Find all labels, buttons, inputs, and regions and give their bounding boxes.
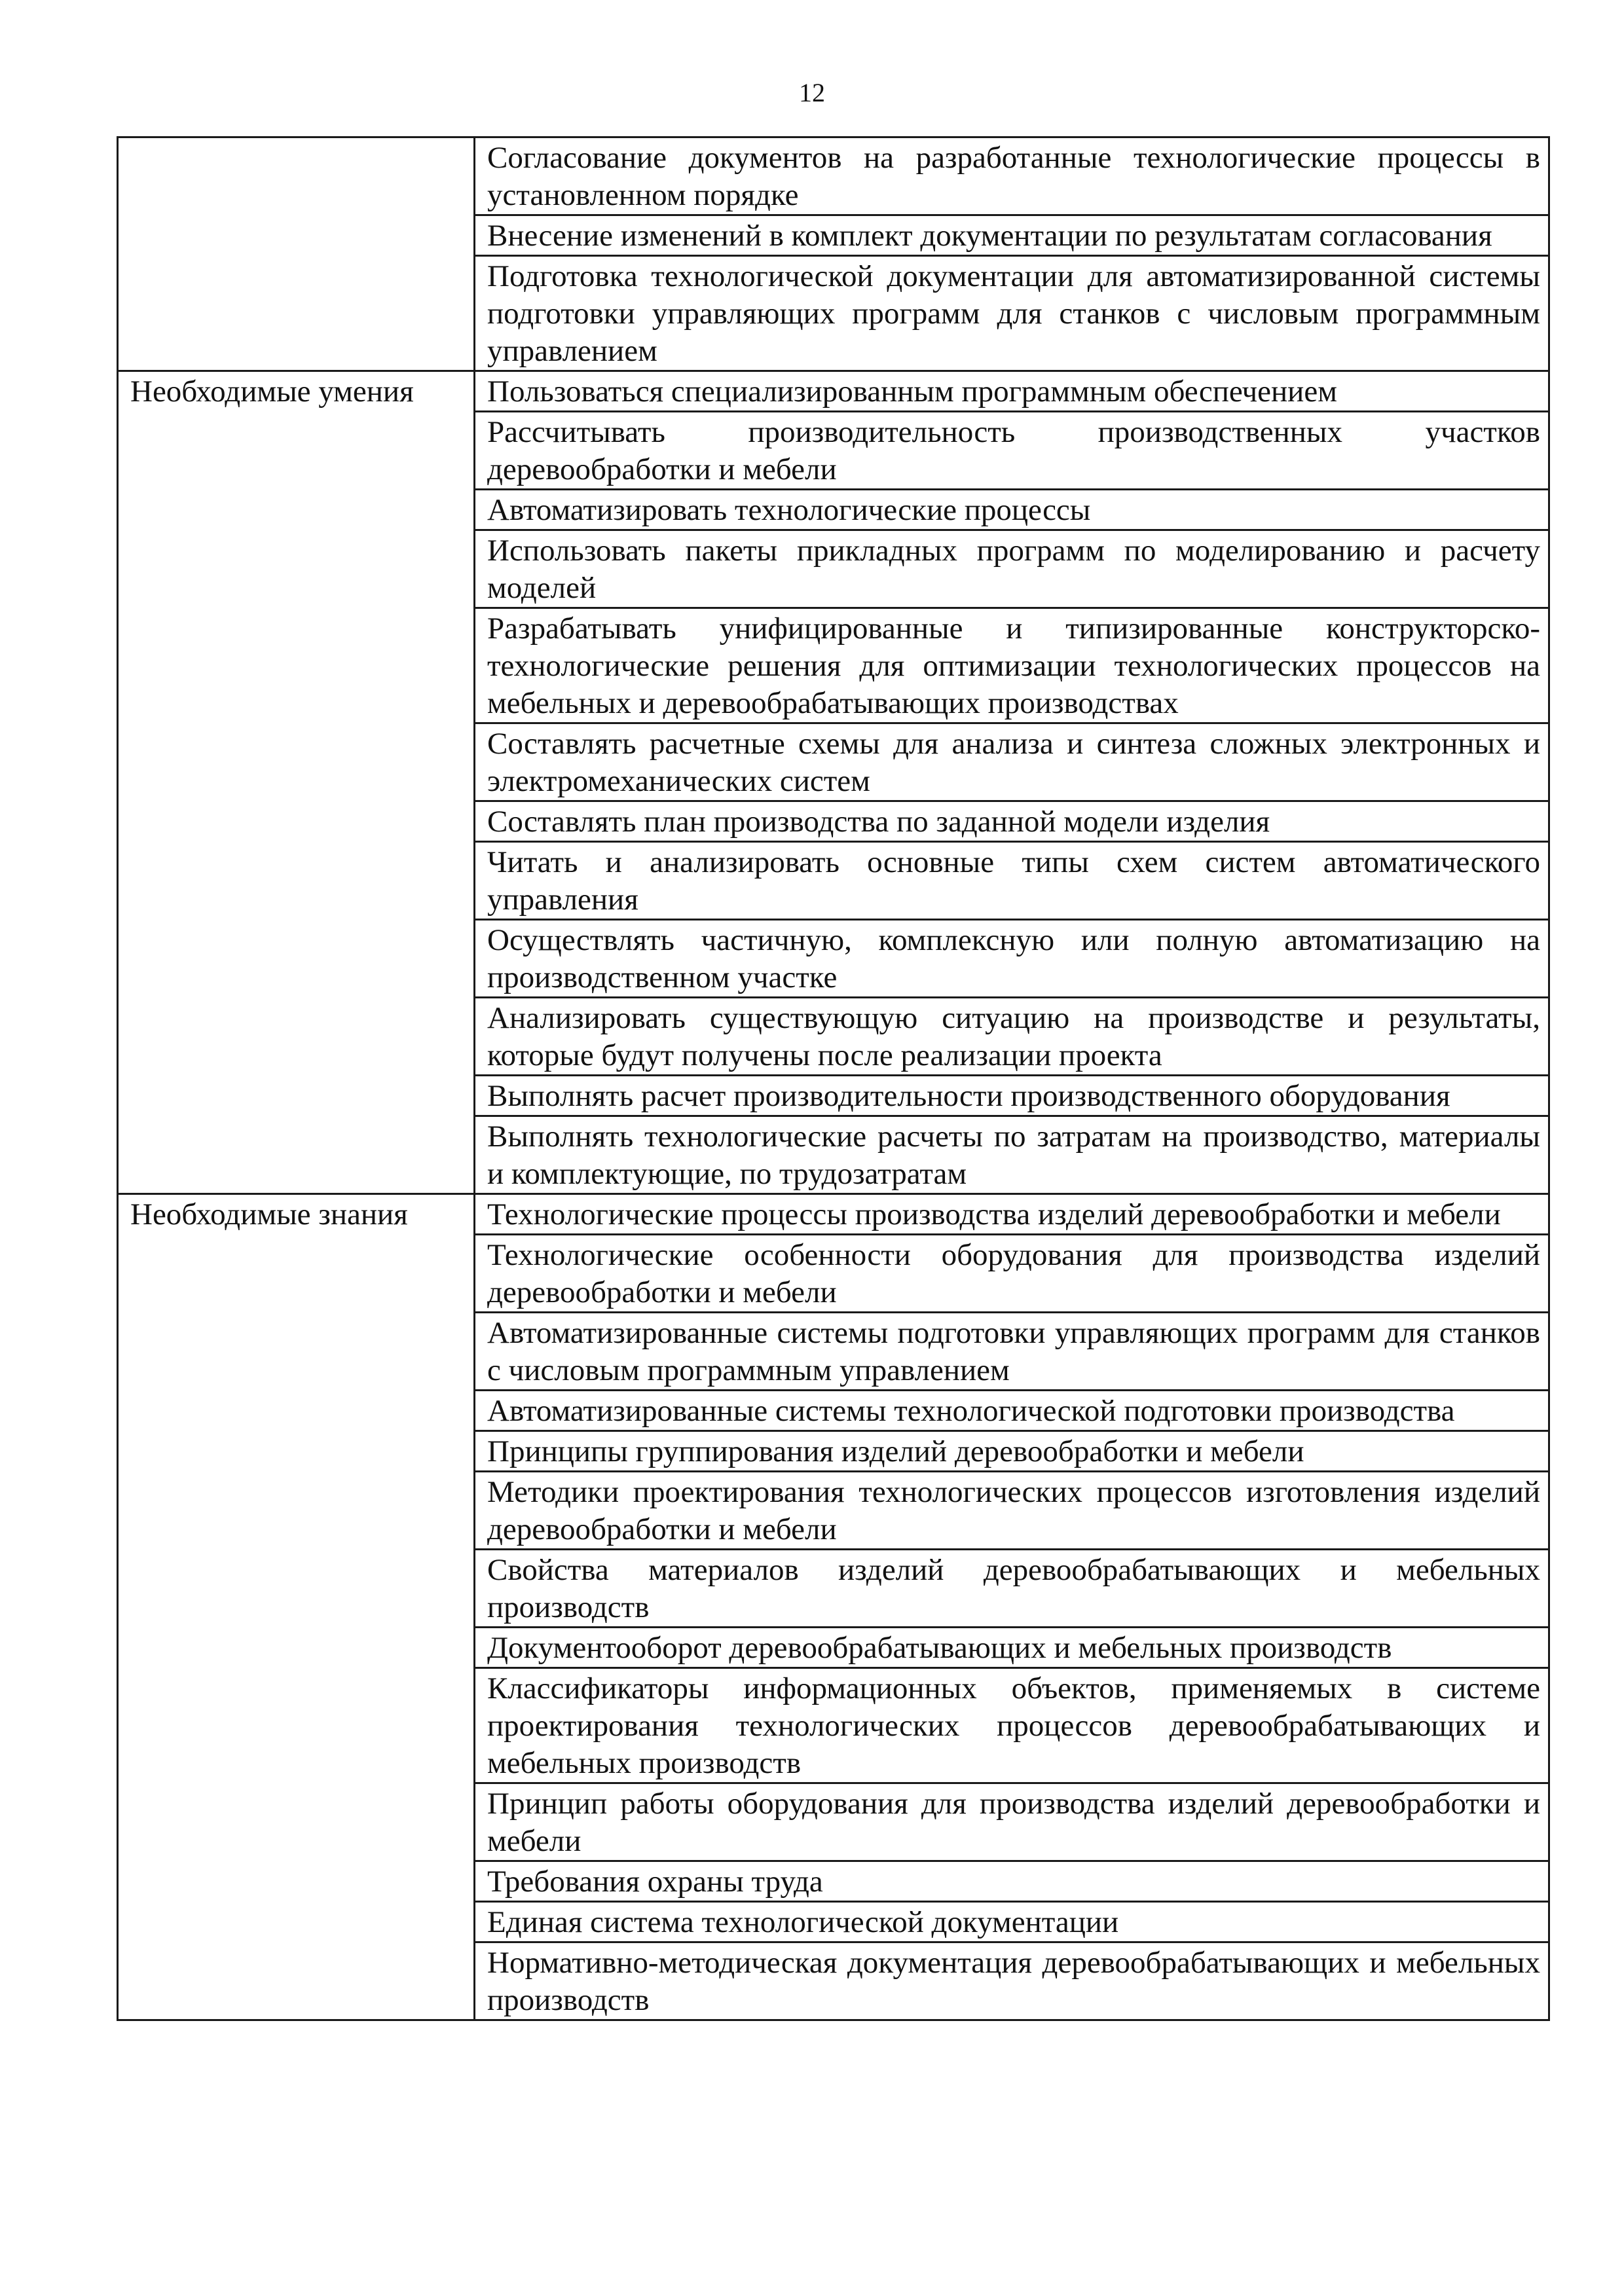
table-cell: Требования охраны труда xyxy=(475,1861,1549,1902)
table-cell: Анализировать существующую ситуацию на производстве и результаты, которые будут получены после реализации проекта xyxy=(475,998,1549,1076)
table-row xyxy=(118,137,1549,215)
table-row xyxy=(118,1194,1549,1235)
table-cell: Автоматизировать технологические процессы xyxy=(475,490,1549,530)
table-cell: Классификаторы информационных объектов, применяемых в системе проектирования технологических процессов деревообрабатывающих и мебельных производств xyxy=(475,1668,1549,1783)
page-number: 12 xyxy=(799,78,825,107)
skills-label: Необходимые умения xyxy=(118,371,475,1194)
table-cell: Рассчитывать производительность производственных участков деревообработки и мебели xyxy=(475,412,1549,490)
table-cell: Разрабатывать унифицированные и типизированные конструкторско-технологические решения для оптимизации технологических процессов на мебельных и деревообрабатывающих производствах xyxy=(475,608,1549,723)
table-cell: Выполнять технологические расчеты по затратам на производство, материалы и комплектующие, по трудозатратам xyxy=(475,1116,1549,1194)
table-cell: Осуществлять частичную, комплексную или полную автоматизацию на производственном участке xyxy=(475,920,1549,998)
table-cell: Выполнять расчет производительности производственного оборудования xyxy=(475,1076,1549,1116)
table-cell: Составлять план производства по заданной модели изделия xyxy=(475,801,1549,842)
table-cell: Принципы группирования изделий деревообработки и мебели xyxy=(475,1431,1549,1472)
table-row xyxy=(118,371,1549,412)
table-cell: Пользоваться специализированным программным обеспечением xyxy=(475,371,1549,412)
table-cell: Свойства материалов изделий деревообрабатывающих и мебельных производств xyxy=(475,1550,1549,1628)
table-cell: Технологические особенности оборудования для производства изделий деревообработки и мебели xyxy=(475,1235,1549,1313)
table-cell: Единая система технологической документации xyxy=(475,1902,1549,1942)
table-cell: Нормативно-методическая документация деревообрабатывающих и мебельных производств xyxy=(475,1942,1549,2020)
table-cell: Методики проектирования технологических процессов изготовления изделий деревообработки и мебели xyxy=(475,1472,1549,1550)
table-cell: Принцип работы оборудования для производства изделий деревообработки и мебели xyxy=(475,1783,1549,1861)
continuation-label-cell xyxy=(118,137,475,371)
knowledge-label: Необходимые знания xyxy=(118,1194,475,2020)
table-cell: Документооборот деревообрабатывающих и мебельных производств xyxy=(475,1628,1549,1668)
table-cell: Читать и анализировать основные типы схем систем автоматического управления xyxy=(475,842,1549,920)
table-cell: Использовать пакеты прикладных программ по моделированию и расчету моделей xyxy=(475,530,1549,608)
requirements-table xyxy=(117,136,1550,2021)
table-cell: Автоматизированные системы технологической подготовки производства xyxy=(475,1391,1549,1431)
table-cell: Технологические процессы производства изделий деревообработки и мебели xyxy=(475,1194,1549,1235)
table-cell: Составлять расчетные схемы для анализа и синтеза сложных электронных и электромеханических систем xyxy=(475,723,1549,801)
table-cell: Автоматизированные системы подготовки управляющих программ для станков с числовым программным управлением xyxy=(475,1313,1549,1391)
table-cell: Внесение изменений в комплект документации по результатам согласования xyxy=(475,215,1549,256)
table-cell: Подготовка технологической документации для автоматизированной системы подготовки управляющих программ для станков с числовым программным управлением xyxy=(475,256,1549,371)
table-cell: Согласование документов на разработанные технологические процессы в установленном порядке xyxy=(475,137,1549,215)
